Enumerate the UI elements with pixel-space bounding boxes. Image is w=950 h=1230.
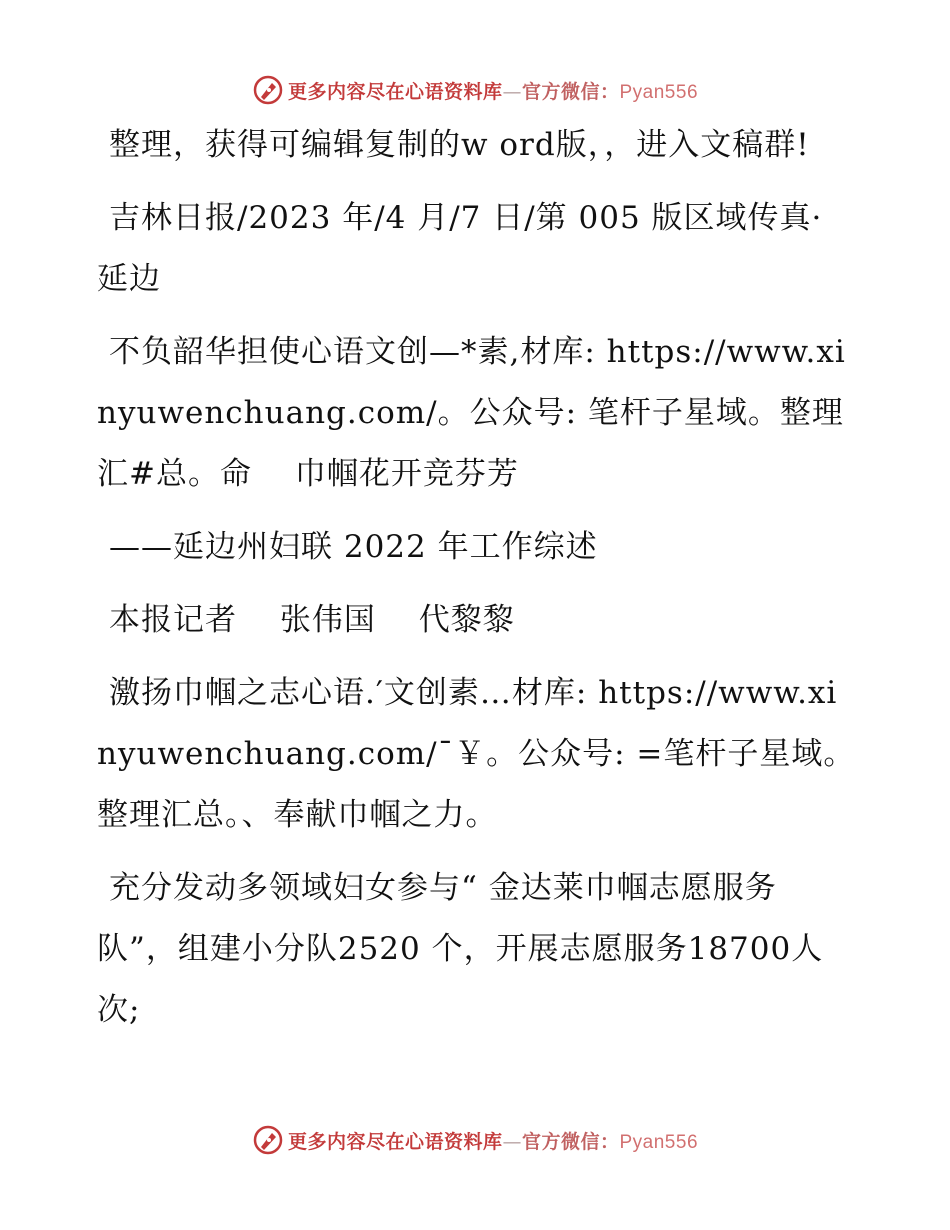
paragraph-body-2: 充分发动多领域妇女参与“ 金达莱巾帼志愿服务队”，组建小分队2520 个，开展志愿服务18700人次; [97,870,824,1028]
document-body [97,115,857,1053]
paragraph-source: 吉林日报/2023 年/4 月/7 日/第 005 版区域传真· 延边 [97,200,834,297]
wechat-id: Pyan556 [619,81,699,103]
footer-slogan: 更多内容尽在心语资料库—官方微信：Pyan556 [287,1130,699,1153]
pen-nib-logo-icon [252,74,284,106]
paragraph-byline: 本报记者 张伟国 代黎黎 [109,602,515,638]
wechat-id: Pyan556 [619,1131,699,1153]
paragraph-intro: 整理，获得可编辑复制的w ord版，，进入文稿群! [109,127,810,163]
footer-banner [0,1120,950,1160]
paragraph-body-1: 激扬巾帼之志心语.′文创素…材库: https://www.xinyuwenchuang.com/¯￥。公众号: =笔杆子星域。整理汇总。、奉献巾帼之力。 [97,675,856,833]
header-banner [0,70,950,110]
pen-nib-logo-icon [252,1124,284,1156]
header-slogan: 更多内容尽在心语资料库—官方微信：Pyan556 [287,80,699,103]
paragraph-subtitle: ——延边州妇联 2022 年工作综述 [109,529,598,565]
paragraph-title: 不负韶华担使心语文创—*素,材库: https://www.xinyuwenchuang.com/。公众号: 笔杆子星域。整理汇#总。命 巾帼花开竞芬芳 [97,334,846,492]
